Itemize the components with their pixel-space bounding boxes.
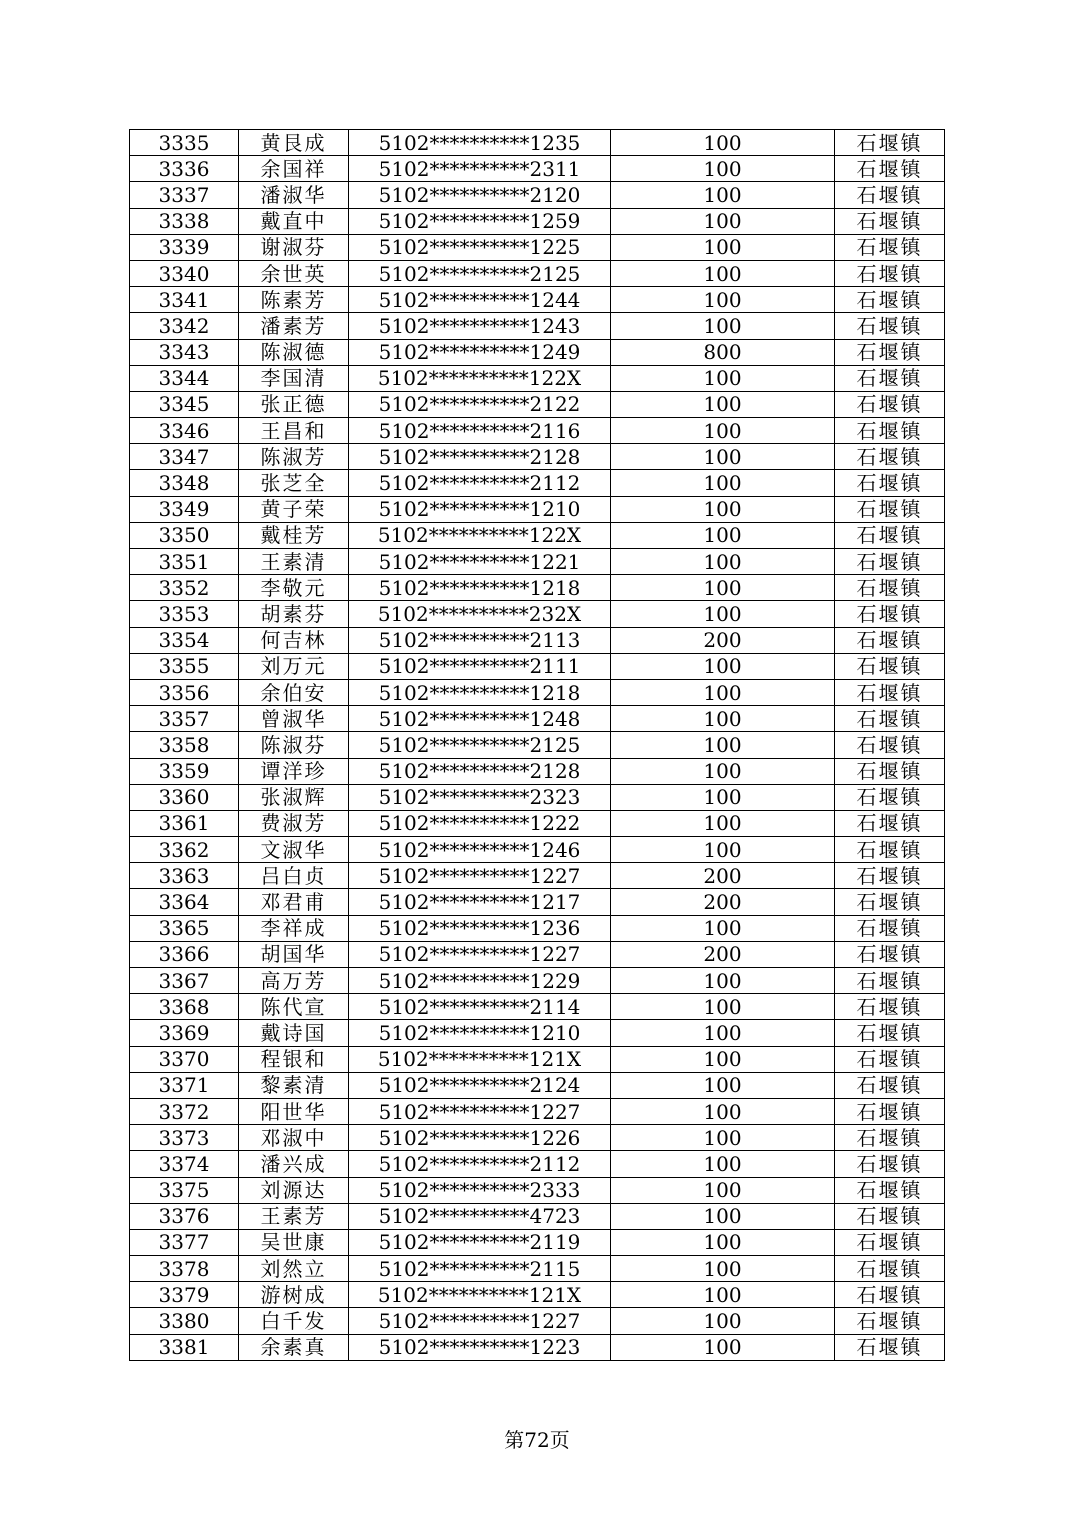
- sequence-number-cell: 3339: [130, 234, 239, 260]
- amount-cell: 100: [611, 1282, 835, 1308]
- table-row: [130, 1203, 945, 1229]
- sequence-number-cell: 3337: [130, 182, 239, 208]
- table-row: [130, 968, 945, 994]
- id-number-cell: 5102**********1217: [349, 889, 611, 915]
- name-cell: 余世英: [239, 260, 349, 286]
- table-row: [130, 837, 945, 863]
- name-cell: 陈淑芳: [239, 444, 349, 470]
- town-cell: 石堰镇: [835, 706, 945, 732]
- sequence-number-cell: 3338: [130, 208, 239, 234]
- table-row: [130, 287, 945, 313]
- sequence-number-cell: 3349: [130, 496, 239, 522]
- sequence-number-cell: 3361: [130, 810, 239, 836]
- name-cell: 游树成: [239, 1282, 349, 1308]
- sequence-number-cell: 3353: [130, 601, 239, 627]
- id-number-cell: 5102**********2116: [349, 418, 611, 444]
- id-number-cell: 5102**********1226: [349, 1125, 611, 1151]
- town-cell: 石堰镇: [835, 1125, 945, 1151]
- sequence-number-cell: 3336: [130, 156, 239, 182]
- id-number-cell: 5102**********2115: [349, 1256, 611, 1282]
- town-cell: 石堰镇: [835, 810, 945, 836]
- sequence-number-cell: 3359: [130, 758, 239, 784]
- id-number-cell: 5102**********232X: [349, 601, 611, 627]
- table-row: [130, 1046, 945, 1072]
- table-row: [130, 1334, 945, 1360]
- town-cell: 石堰镇: [835, 260, 945, 286]
- name-cell: 潘素芳: [239, 313, 349, 339]
- amount-cell: 100: [611, 549, 835, 575]
- town-cell: 石堰镇: [835, 130, 945, 156]
- name-cell: 陈素芳: [239, 287, 349, 313]
- id-number-cell: 5102**********1218: [349, 679, 611, 705]
- town-cell: 石堰镇: [835, 287, 945, 313]
- town-cell: 石堰镇: [835, 1046, 945, 1072]
- town-cell: 石堰镇: [835, 1177, 945, 1203]
- town-cell: 石堰镇: [835, 182, 945, 208]
- table-row: [130, 653, 945, 679]
- sequence-number-cell: 3381: [130, 1334, 239, 1360]
- table-row: [130, 679, 945, 705]
- name-cell: 李国清: [239, 365, 349, 391]
- table-row: [130, 1072, 945, 1098]
- table-row: [130, 889, 945, 915]
- table-row: [130, 130, 945, 156]
- amount-cell: 100: [611, 1308, 835, 1334]
- town-cell: 石堰镇: [835, 994, 945, 1020]
- sequence-number-cell: 3364: [130, 889, 239, 915]
- town-cell: 石堰镇: [835, 522, 945, 548]
- name-cell: 陈淑德: [239, 339, 349, 365]
- id-number-cell: 5102**********2112: [349, 1151, 611, 1177]
- id-number-cell: 5102**********1227: [349, 863, 611, 889]
- id-number-cell: 5102**********1249: [349, 339, 611, 365]
- id-number-cell: 5102**********1246: [349, 837, 611, 863]
- name-cell: 刘万元: [239, 653, 349, 679]
- id-number-cell: 5102**********1223: [349, 1334, 611, 1360]
- sequence-number-cell: 3360: [130, 784, 239, 810]
- table-row: [130, 418, 945, 444]
- sequence-number-cell: 3369: [130, 1020, 239, 1046]
- amount-cell: 100: [611, 1125, 835, 1151]
- amount-cell: 100: [611, 1072, 835, 1098]
- sequence-number-cell: 3342: [130, 313, 239, 339]
- name-cell: 何吉林: [239, 627, 349, 653]
- table-row: [130, 915, 945, 941]
- sequence-number-cell: 3345: [130, 391, 239, 417]
- amount-cell: 100: [611, 234, 835, 260]
- amount-cell: 200: [611, 941, 835, 967]
- id-number-cell: 5102**********1248: [349, 706, 611, 732]
- id-number-cell: 5102**********2112: [349, 470, 611, 496]
- sequence-number-cell: 3352: [130, 575, 239, 601]
- id-number-cell: 5102**********2119: [349, 1229, 611, 1255]
- table-row: [130, 706, 945, 732]
- table-row: [130, 182, 945, 208]
- name-cell: 白千发: [239, 1308, 349, 1334]
- name-cell: 黄子荣: [239, 496, 349, 522]
- id-number-cell: 5102**********2128: [349, 758, 611, 784]
- amount-cell: 100: [611, 837, 835, 863]
- sequence-number-cell: 3372: [130, 1098, 239, 1124]
- name-cell: 程银和: [239, 1046, 349, 1072]
- amount-cell: 100: [611, 260, 835, 286]
- table-row: [130, 994, 945, 1020]
- amount-cell: 100: [611, 601, 835, 627]
- name-cell: 高万芳: [239, 968, 349, 994]
- amount-cell: 100: [611, 156, 835, 182]
- table-row: [130, 732, 945, 758]
- amount-cell: 100: [611, 444, 835, 470]
- name-cell: 曾淑华: [239, 706, 349, 732]
- amount-cell: 200: [611, 627, 835, 653]
- town-cell: 石堰镇: [835, 1229, 945, 1255]
- sequence-number-cell: 3374: [130, 1151, 239, 1177]
- amount-cell: 100: [611, 391, 835, 417]
- name-cell: 潘淑华: [239, 182, 349, 208]
- sequence-number-cell: 3368: [130, 994, 239, 1020]
- sequence-number-cell: 3379: [130, 1282, 239, 1308]
- id-number-cell: 5102**********1227: [349, 1308, 611, 1334]
- town-cell: 石堰镇: [835, 496, 945, 522]
- table-row: [130, 1256, 945, 1282]
- sequence-number-cell: 3358: [130, 732, 239, 758]
- amount-cell: 100: [611, 130, 835, 156]
- amount-cell: 100: [611, 994, 835, 1020]
- town-cell: 石堰镇: [835, 784, 945, 810]
- name-cell: 王素芳: [239, 1203, 349, 1229]
- id-number-cell: 5102**********4723: [349, 1203, 611, 1229]
- name-cell: 余伯安: [239, 679, 349, 705]
- id-number-cell: 5102**********1221: [349, 549, 611, 575]
- table-row: [130, 575, 945, 601]
- table-row: [130, 863, 945, 889]
- name-cell: 阳世华: [239, 1098, 349, 1124]
- sequence-number-cell: 3354: [130, 627, 239, 653]
- amount-cell: 100: [611, 1046, 835, 1072]
- amount-cell: 100: [611, 1229, 835, 1255]
- town-cell: 石堰镇: [835, 1334, 945, 1360]
- sequence-number-cell: 3335: [130, 130, 239, 156]
- name-cell: 胡素芬: [239, 601, 349, 627]
- name-cell: 刘然立: [239, 1256, 349, 1282]
- amount-cell: 100: [611, 1098, 835, 1124]
- name-cell: 张芝全: [239, 470, 349, 496]
- sequence-number-cell: 3362: [130, 837, 239, 863]
- amount-cell: 800: [611, 339, 835, 365]
- id-number-cell: 5102**********1210: [349, 496, 611, 522]
- town-cell: 石堰镇: [835, 941, 945, 967]
- id-number-cell: 5102**********121X: [349, 1282, 611, 1308]
- town-cell: 石堰镇: [835, 365, 945, 391]
- town-cell: 石堰镇: [835, 968, 945, 994]
- town-cell: 石堰镇: [835, 575, 945, 601]
- town-cell: 石堰镇: [835, 444, 945, 470]
- id-number-cell: 5102**********1259: [349, 208, 611, 234]
- name-cell: 陈代宣: [239, 994, 349, 1020]
- id-number-cell: 5102**********122X: [349, 522, 611, 548]
- id-number-cell: 5102**********2311: [349, 156, 611, 182]
- name-cell: 潘兴成: [239, 1151, 349, 1177]
- id-number-cell: 5102**********1243: [349, 313, 611, 339]
- id-number-cell: 5102**********2120: [349, 182, 611, 208]
- name-cell: 费淑芳: [239, 810, 349, 836]
- id-number-cell: 5102**********2125: [349, 260, 611, 286]
- sequence-number-cell: 3377: [130, 1229, 239, 1255]
- id-number-cell: 5102**********1210: [349, 1020, 611, 1046]
- town-cell: 石堰镇: [835, 679, 945, 705]
- table-row: [130, 941, 945, 967]
- town-cell: 石堰镇: [835, 156, 945, 182]
- town-cell: 石堰镇: [835, 601, 945, 627]
- id-number-cell: 5102**********2125: [349, 732, 611, 758]
- amount-cell: 100: [611, 1256, 835, 1282]
- name-cell: 余素真: [239, 1334, 349, 1360]
- sequence-number-cell: 3344: [130, 365, 239, 391]
- table-row: [130, 601, 945, 627]
- table-row: [130, 208, 945, 234]
- sequence-number-cell: 3371: [130, 1072, 239, 1098]
- name-cell: 余国祥: [239, 156, 349, 182]
- id-number-cell: 5102**********1227: [349, 1098, 611, 1124]
- id-number-cell: 5102**********1244: [349, 287, 611, 313]
- amount-cell: 100: [611, 653, 835, 679]
- town-cell: 石堰镇: [835, 627, 945, 653]
- town-cell: 石堰镇: [835, 234, 945, 260]
- table-row: [130, 784, 945, 810]
- amount-cell: 100: [611, 1203, 835, 1229]
- table-row: [130, 1177, 945, 1203]
- table-row: [130, 549, 945, 575]
- name-cell: 王素清: [239, 549, 349, 575]
- table-row: [130, 1020, 945, 1046]
- table-row: [130, 522, 945, 548]
- amount-cell: 100: [611, 1151, 835, 1177]
- id-number-cell: 5102**********2124: [349, 1072, 611, 1098]
- amount-cell: 100: [611, 679, 835, 705]
- id-number-cell: 5102**********2113: [349, 627, 611, 653]
- sequence-number-cell: 3355: [130, 653, 239, 679]
- table-body: [130, 130, 945, 1361]
- town-cell: 石堰镇: [835, 1098, 945, 1124]
- name-cell: 吴世康: [239, 1229, 349, 1255]
- table-row: [130, 810, 945, 836]
- table-row: [130, 365, 945, 391]
- amount-cell: 100: [611, 313, 835, 339]
- sequence-number-cell: 3363: [130, 863, 239, 889]
- name-cell: 胡国华: [239, 941, 349, 967]
- id-number-cell: 5102**********2111: [349, 653, 611, 679]
- amount-cell: 100: [611, 732, 835, 758]
- amount-cell: 100: [611, 915, 835, 941]
- town-cell: 石堰镇: [835, 1256, 945, 1282]
- name-cell: 张正德: [239, 391, 349, 417]
- town-cell: 石堰镇: [835, 1072, 945, 1098]
- name-cell: 文淑华: [239, 837, 349, 863]
- table-row: [130, 391, 945, 417]
- town-cell: 石堰镇: [835, 732, 945, 758]
- table-row: [130, 313, 945, 339]
- table-row: [130, 627, 945, 653]
- name-cell: 黄艮成: [239, 130, 349, 156]
- name-cell: 陈淑芬: [239, 732, 349, 758]
- table-row: [130, 1098, 945, 1124]
- table-row: [130, 234, 945, 260]
- amount-cell: 100: [611, 287, 835, 313]
- town-cell: 石堰镇: [835, 1282, 945, 1308]
- sequence-number-cell: 3347: [130, 444, 239, 470]
- id-number-cell: 5102**********122X: [349, 365, 611, 391]
- amount-cell: 100: [611, 810, 835, 836]
- beneficiary-table: [129, 129, 945, 1361]
- id-number-cell: 5102**********1225: [349, 234, 611, 260]
- sequence-number-cell: 3341: [130, 287, 239, 313]
- amount-cell: 100: [611, 418, 835, 444]
- id-number-cell: 5102**********1236: [349, 915, 611, 941]
- town-cell: 石堰镇: [835, 758, 945, 784]
- sequence-number-cell: 3370: [130, 1046, 239, 1072]
- name-cell: 谢淑芬: [239, 234, 349, 260]
- table-row: [130, 758, 945, 784]
- amount-cell: 100: [611, 706, 835, 732]
- table-row: [130, 444, 945, 470]
- id-number-cell: 5102**********1229: [349, 968, 611, 994]
- sequence-number-cell: 3343: [130, 339, 239, 365]
- town-cell: 石堰镇: [835, 653, 945, 679]
- town-cell: 石堰镇: [835, 837, 945, 863]
- table-row: [130, 1308, 945, 1334]
- town-cell: 石堰镇: [835, 313, 945, 339]
- table-row: [130, 1229, 945, 1255]
- id-number-cell: 5102**********2323: [349, 784, 611, 810]
- town-cell: 石堰镇: [835, 208, 945, 234]
- sequence-number-cell: 3366: [130, 941, 239, 967]
- name-cell: 黎素清: [239, 1072, 349, 1098]
- name-cell: 戴桂芳: [239, 522, 349, 548]
- sequence-number-cell: 3376: [130, 1203, 239, 1229]
- town-cell: 石堰镇: [835, 889, 945, 915]
- town-cell: 石堰镇: [835, 470, 945, 496]
- table-row: [130, 1151, 945, 1177]
- amount-cell: 100: [611, 365, 835, 391]
- sequence-number-cell: 3356: [130, 679, 239, 705]
- amount-cell: 200: [611, 889, 835, 915]
- sequence-number-cell: 3378: [130, 1256, 239, 1282]
- amount-cell: 100: [611, 208, 835, 234]
- town-cell: 石堰镇: [835, 339, 945, 365]
- amount-cell: 100: [611, 496, 835, 522]
- id-number-cell: 5102**********2122: [349, 391, 611, 417]
- table-row: [130, 1282, 945, 1308]
- sequence-number-cell: 3346: [130, 418, 239, 444]
- amount-cell: 100: [611, 470, 835, 496]
- name-cell: 张淑辉: [239, 784, 349, 810]
- sequence-number-cell: 3357: [130, 706, 239, 732]
- amount-cell: 100: [611, 522, 835, 548]
- id-number-cell: 5102**********2128: [349, 444, 611, 470]
- town-cell: 石堰镇: [835, 1203, 945, 1229]
- name-cell: 刘源达: [239, 1177, 349, 1203]
- amount-cell: 100: [611, 1020, 835, 1046]
- town-cell: 石堰镇: [835, 418, 945, 444]
- sequence-number-cell: 3373: [130, 1125, 239, 1151]
- name-cell: 李祥成: [239, 915, 349, 941]
- name-cell: 谭洋珍: [239, 758, 349, 784]
- amount-cell: 100: [611, 1177, 835, 1203]
- sequence-number-cell: 3350: [130, 522, 239, 548]
- town-cell: 石堰镇: [835, 915, 945, 941]
- table-row: [130, 496, 945, 522]
- town-cell: 石堰镇: [835, 863, 945, 889]
- id-number-cell: 5102**********1235: [349, 130, 611, 156]
- id-number-cell: 5102**********1227: [349, 941, 611, 967]
- page-number: 第72页: [504, 1428, 570, 1452]
- sequence-number-cell: 3340: [130, 260, 239, 286]
- name-cell: 戴诗国: [239, 1020, 349, 1046]
- sequence-number-cell: 3375: [130, 1177, 239, 1203]
- table-row: [130, 156, 945, 182]
- name-cell: 邓君甫: [239, 889, 349, 915]
- table-row: [130, 260, 945, 286]
- town-cell: 石堰镇: [835, 549, 945, 575]
- id-number-cell: 5102**********1218: [349, 575, 611, 601]
- amount-cell: 100: [611, 968, 835, 994]
- table-row: [130, 339, 945, 365]
- id-number-cell: 5102**********1222: [349, 810, 611, 836]
- amount-cell: 100: [611, 1334, 835, 1360]
- id-number-cell: 5102**********2114: [349, 994, 611, 1020]
- table-row: [130, 1125, 945, 1151]
- sequence-number-cell: 3351: [130, 549, 239, 575]
- town-cell: 石堰镇: [835, 1020, 945, 1046]
- id-number-cell: 5102**********2333: [349, 1177, 611, 1203]
- amount-cell: 200: [611, 863, 835, 889]
- sequence-number-cell: 3380: [130, 1308, 239, 1334]
- name-cell: 王昌和: [239, 418, 349, 444]
- name-cell: 戴直中: [239, 208, 349, 234]
- name-cell: 吕白贞: [239, 863, 349, 889]
- town-cell: 石堰镇: [835, 1151, 945, 1177]
- amount-cell: 100: [611, 575, 835, 601]
- town-cell: 石堰镇: [835, 1308, 945, 1334]
- amount-cell: 100: [611, 758, 835, 784]
- amount-cell: 100: [611, 182, 835, 208]
- table-row: [130, 470, 945, 496]
- sequence-number-cell: 3348: [130, 470, 239, 496]
- sequence-number-cell: 3365: [130, 915, 239, 941]
- town-cell: 石堰镇: [835, 391, 945, 417]
- id-number-cell: 5102**********121X: [349, 1046, 611, 1072]
- name-cell: 邓淑中: [239, 1125, 349, 1151]
- name-cell: 李敬元: [239, 575, 349, 601]
- amount-cell: 100: [611, 784, 835, 810]
- sequence-number-cell: 3367: [130, 968, 239, 994]
